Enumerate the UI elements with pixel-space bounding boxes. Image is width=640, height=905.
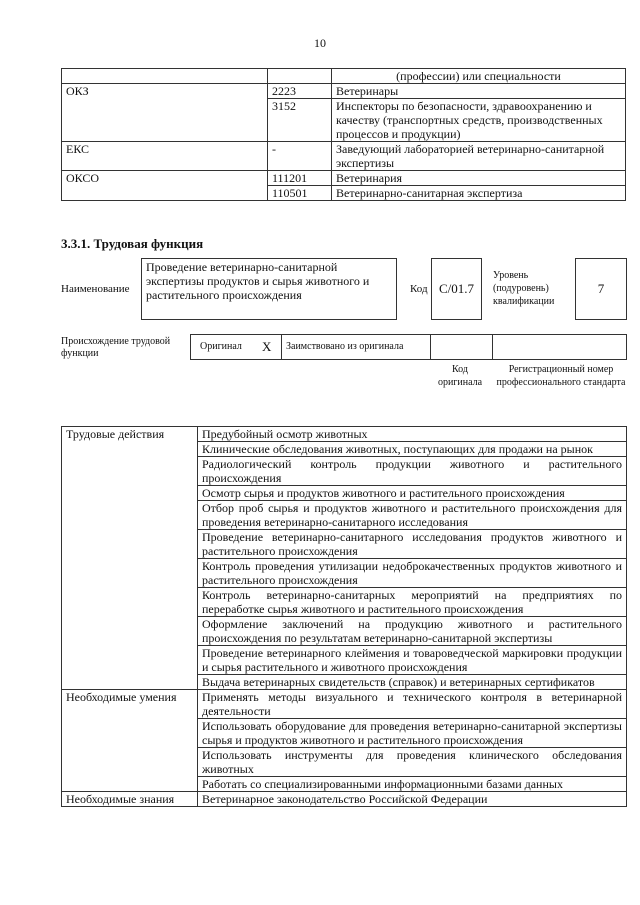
table-cell: ОКЗ xyxy=(62,84,268,142)
table-cell xyxy=(268,69,332,84)
original-label: Оригинал xyxy=(200,341,242,352)
table-cell: Заведующий лабораторией ветеринарно-санитарной экспертизы xyxy=(332,142,626,171)
origin-original-cell xyxy=(191,335,282,359)
table-cell: 2223 xyxy=(268,84,332,99)
borrowed-label: Заимствовано из оригинала xyxy=(286,341,404,352)
action-item: Осмотр сырья и продуктов животного и растительного происхождения xyxy=(198,486,627,501)
skill-item: Применять методы визуального и технического контроля в ветеринарной деятельности xyxy=(198,690,627,719)
table-row xyxy=(62,690,627,719)
knowledge-header: Необходимые знания xyxy=(62,792,198,807)
classification-table xyxy=(61,68,626,201)
table-row xyxy=(62,142,626,171)
table-cell: ЕКС xyxy=(62,142,268,171)
action-item: Контроль проведения утилизации недоброкачественных продуктов животного и растительного происхождения xyxy=(198,559,627,588)
table-row xyxy=(62,427,627,442)
actions-header: Трудовые действия xyxy=(62,427,198,690)
table-row xyxy=(62,792,627,807)
action-item: Выдача ветеринарных свидетельств (справок) и ветеринарных сертификатов xyxy=(198,675,627,690)
action-item: Отбор проб сырья и продуктов животного и растительного происхождения для проведения ветеринарно-санитарного исследования xyxy=(198,501,627,530)
origin-label: Происхождение трудовой функции xyxy=(61,336,171,359)
action-item: Проведение ветеринарно-санитарного исследования продуктов животного и растительного происхождения xyxy=(198,530,627,559)
name-label: Наименование xyxy=(61,283,130,295)
action-item: Контроль ветеринарно-санитарных мероприятий на предприятиях по переработке сырья животного и растительного происхождения xyxy=(198,588,627,617)
action-item: Предубойный осмотр животных xyxy=(198,427,627,442)
section-title: 3.3.1. Трудовая функция xyxy=(61,236,204,251)
function-code-box xyxy=(431,258,482,320)
function-name-box xyxy=(141,258,397,320)
origin-reg-cell xyxy=(492,335,626,359)
code-label: Код xyxy=(410,283,428,295)
table-cell xyxy=(62,69,268,84)
origin-code-cell xyxy=(430,335,493,359)
function-code: C/01.7 xyxy=(438,281,475,296)
table-row xyxy=(62,84,626,99)
original-mark: X xyxy=(262,339,272,354)
table-cell: 111201 xyxy=(268,171,332,186)
table-cell: Ветеринарно-санитарная экспертиза xyxy=(332,186,626,201)
origin-row xyxy=(190,334,627,360)
action-item: Клинические обследования животных, поступающих для продажи на рынок xyxy=(198,442,627,457)
origin-borrowed-cell xyxy=(281,335,431,359)
skills-header: Необходимые умения xyxy=(62,690,198,792)
action-item: Проведение ветеринарного клеймения и товароведческой маркировки продукции и сырья растительного и животного происхождения xyxy=(198,646,627,675)
table-cell: - xyxy=(268,142,332,171)
function-details-table xyxy=(61,426,627,807)
action-item: Радиологический контроль продукции животного и растительного происхождения xyxy=(198,457,627,486)
skill-item: Работать со специализированными информационными базами данных xyxy=(198,777,627,792)
table-cell: 110501 xyxy=(268,186,332,201)
level-value: 7 xyxy=(597,281,605,296)
origin-reg-caption: Регистрационный номер профессионального стандарта xyxy=(496,364,626,388)
table-cell: (профессии) или специальности xyxy=(332,69,626,84)
level-box xyxy=(575,258,627,320)
knowledge-item: Ветеринарное законодательство Российской Федерации xyxy=(198,792,627,807)
table-row xyxy=(62,171,626,186)
function-name: Проведение ветеринарно-санитарной экспертизы продуктов и сырья животного и растительного происхождения xyxy=(146,260,370,302)
skill-item: Использовать инструменты для проведения клинического обследования животных xyxy=(198,748,627,777)
table-cell: Инспекторы по безопасности, здравоохранению и качеству (транспортных средств, производственных процессов и продукции) xyxy=(332,99,626,142)
table-cell: 3152 xyxy=(268,99,332,142)
table-cell: ОКСО xyxy=(62,171,268,201)
origin-code-caption: Код оригинала xyxy=(437,364,483,388)
table-row xyxy=(62,69,626,84)
table-cell: Ветеринария xyxy=(332,171,626,186)
level-label: Уровень (подуровень) квалификации xyxy=(493,270,555,307)
skill-item: Использовать оборудование для проведения ветеринарно-санитарной экспертизы сырья и продуктов животного и растительного происхождения xyxy=(198,719,627,748)
table-cell: Ветеринары xyxy=(332,84,626,99)
page-number: 10 xyxy=(314,36,326,50)
action-item: Оформление заключений на продукцию животного и растительного происхождения по результатам ветеринарно-санитарной экспертизы xyxy=(198,617,627,646)
